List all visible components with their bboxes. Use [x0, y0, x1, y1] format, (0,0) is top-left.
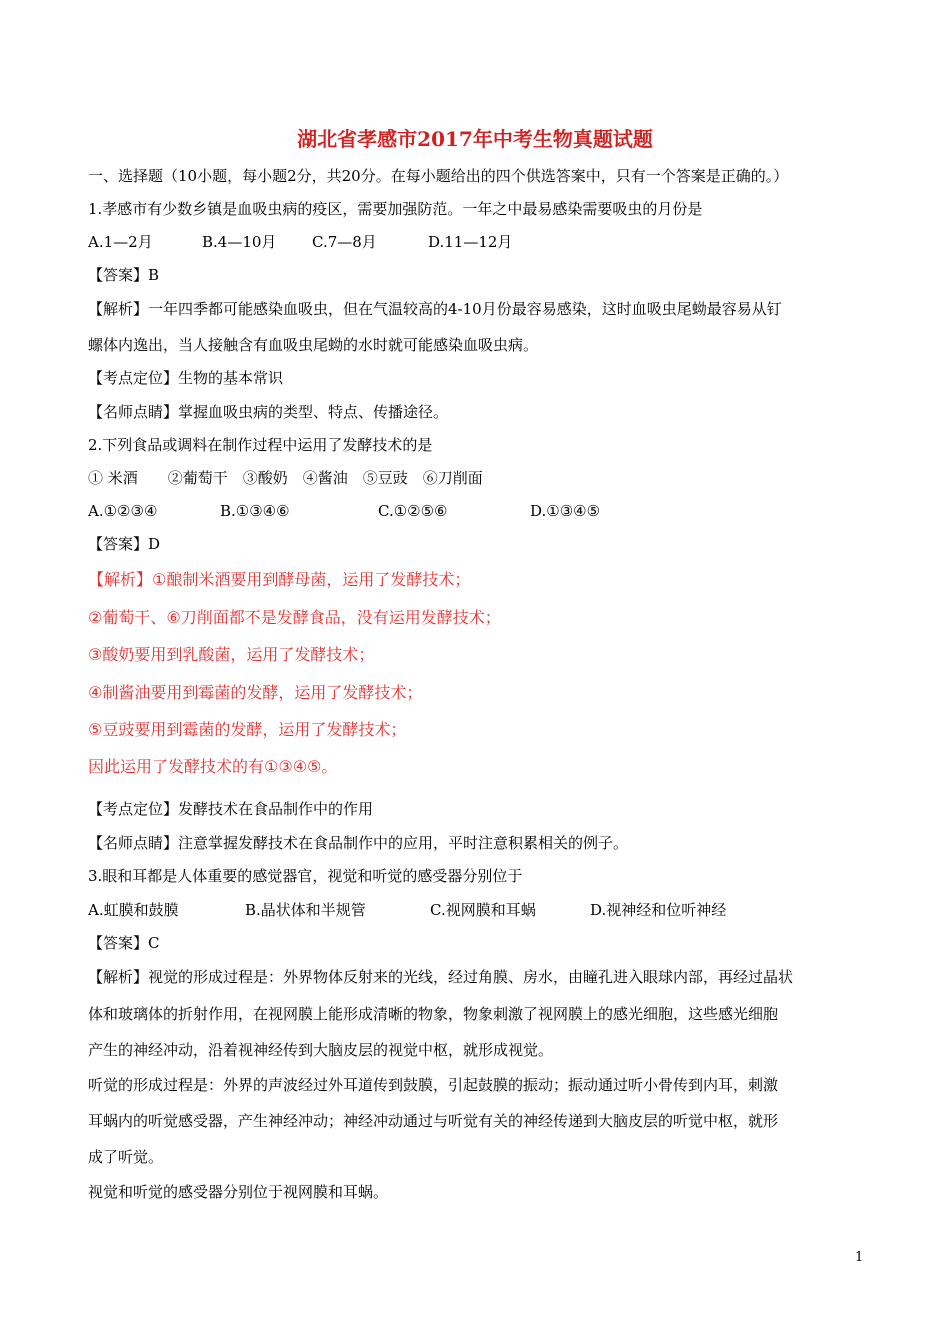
- q2-answer: 【答案】D: [88, 535, 161, 553]
- q1-analysis-line: 螺体内逸出，当人接触含有血吸虫尾蚴的水时就可能感染血吸虫病。: [88, 336, 539, 354]
- section-heading: 一、选择题（10小题，每小题2分，共20分。在每小题给出的四个供选答案中，只有一个答案是正确的。）: [88, 167, 789, 185]
- q3-analysis-line: 听觉的形成过程是：外界的声波经过外耳道传到鼓膜，引起鼓膜的振动；振动通过听小骨传到内耳，刺激: [88, 1076, 779, 1094]
- q3-stem: 3.眼和耳都是人体重要的感觉器官，视觉和听觉的感受器分别位于: [88, 867, 523, 885]
- q1-option-d: D.11—12月: [428, 233, 513, 251]
- q3-answer: 【答案】C: [88, 934, 160, 952]
- q2-option-c: C.①②⑤⑥: [378, 502, 448, 520]
- q3-analysis-line: 成了听觉。: [88, 1148, 164, 1166]
- q1-option-c: C.7—8月: [312, 233, 377, 251]
- q3-analysis-line: 体和玻璃体的折射作用，在视网膜上能形成清晰的物象，物象刺激了视网膜上的感光细胞，这些感光细胞: [88, 1005, 779, 1023]
- q2-analysis-line: ④制酱油要用到霉菌的发酵，运用了发酵技术；: [88, 683, 423, 702]
- q2-option-b: B.①③④⑥: [220, 502, 290, 520]
- q3-analysis-line: 视觉和听觉的感受器分别位于视网膜和耳蜗。: [88, 1183, 389, 1201]
- q2-option-a: A.①②③④: [88, 502, 158, 520]
- q2-point: 【考点定位】发酵技术在食品制作中的作用: [88, 800, 374, 818]
- q3-analysis-line: 产生的神经冲动，沿着视神经传到大脑皮层的视觉中枢，就形成视觉。: [88, 1041, 554, 1059]
- q1-point: 【考点定位】生物的基本常识: [88, 369, 284, 387]
- q3-option-c: C.视网膜和耳蜗: [430, 901, 536, 919]
- q1-analysis-line: 【解析】一年四季都可能感染血吸虫，但在气温较高的4-10月份最容易感染，这时血吸虫尾蚴最容易从钉: [88, 300, 782, 318]
- q1-tip: 【名师点睛】掌握血吸虫病的类型、特点、传播途径。: [88, 403, 449, 421]
- q2-analysis-line: ⑤豆豉要用到霉菌的发酵，运用了发酵技术；: [88, 720, 407, 739]
- q2-stem: 2.下列食品或调料在制作过程中运用了发酵技术的是: [88, 436, 433, 454]
- q1-option-a: A.1—2月: [88, 233, 153, 251]
- q2-items: ① 米酒 ②葡萄干 ③酸奶 ④酱油 ⑤豆豉 ⑥刀削面: [88, 469, 483, 487]
- page-title: 湖北省孝感市2017年中考生物真题试题: [297, 127, 653, 151]
- q3-option-a: A.虹膜和鼓膜: [88, 901, 179, 919]
- q2-analysis-line: 因此运用了发酵技术的有①③④⑤。: [88, 757, 338, 776]
- q3-analysis-line: 耳蜗内的听觉感受器，产生神经冲动；神经冲动通过与听觉有关的神经传递到大脑皮层的听觉中枢，就形: [88, 1112, 779, 1130]
- q3-option-d: D.视神经和位听神经: [590, 901, 727, 919]
- q2-tip: 【名师点睛】注意掌握发酵技术在食品制作中的应用，平时注意积累相关的例子。: [88, 834, 629, 852]
- page-number: 1: [855, 1250, 864, 1265]
- q3-analysis-line: 【解析】视觉的形成过程是：外界物体反射来的光线，经过角膜、房水，由瞳孔进入眼球内部，再经过晶状: [88, 968, 794, 986]
- q1-option-b: B.4—10月: [202, 233, 277, 251]
- q2-analysis-line: ③酸奶要用到乳酸菌，运用了发酵技术；: [88, 645, 375, 664]
- q3-option-b: B.晶状体和半规管: [245, 901, 366, 919]
- q2-analysis-line: ②葡萄干、⑥刀削面都不是发酵食品，没有运用发酵技术；: [88, 608, 501, 627]
- q1-stem: 1.孝感市有少数乡镇是血吸虫病的疫区，需要加强防范。一年之中最易感染需要吸虫的月份是: [88, 200, 703, 218]
- q2-option-d: D.①③④⑤: [530, 502, 601, 520]
- q2-analysis-line: 【解析】①酿制米酒要用到酵母菌，运用了发酵技术；: [88, 570, 471, 589]
- q1-answer: 【答案】B: [88, 266, 160, 284]
